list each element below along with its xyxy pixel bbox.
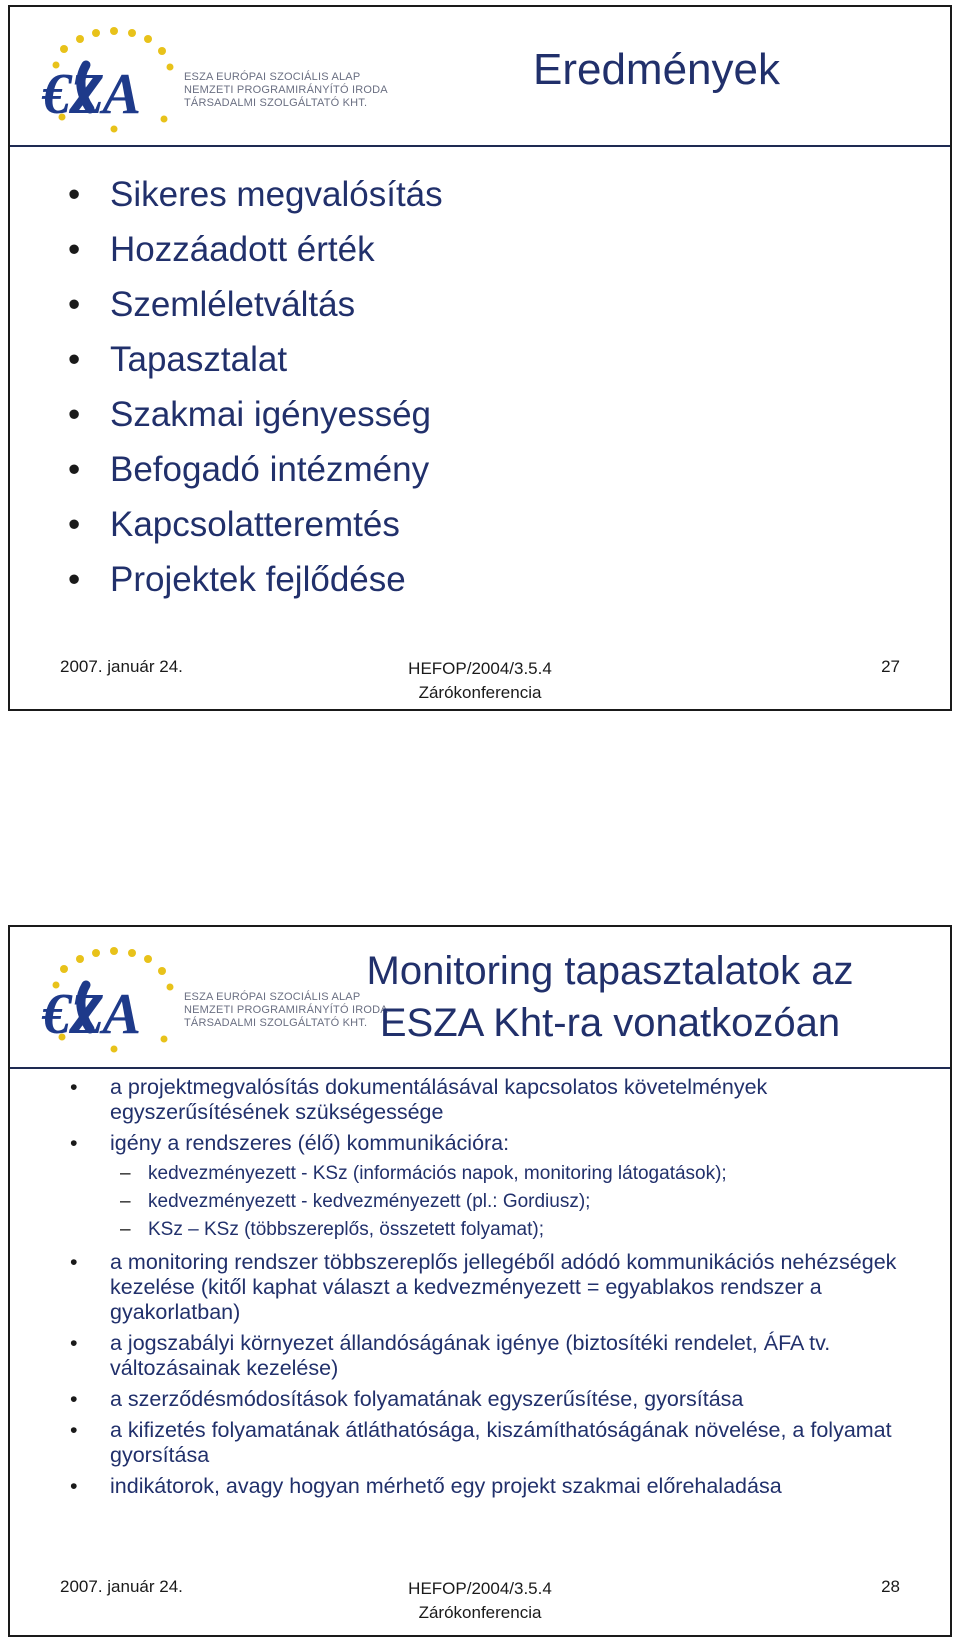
slide-header — [10, 7, 950, 147]
bullet-item: • a projektmegvalósítás dokumentálásával kapcsolatos követelmények egyszerűsítésének szükségessége — [60, 1075, 930, 1125]
logo-line: NEMZETI PROGRAMIRÁNYÍTÓ IRODA — [184, 84, 388, 96]
footer-center — [10, 1577, 950, 1625]
logo-line: NEMZETI PROGRAMIRÁNYÍTÓ IRODA — [184, 1004, 388, 1016]
sub-bullet-list — [110, 1160, 930, 1244]
slide-title-line: ESZA Kht-ra vonatkozóan — [379, 1001, 841, 1045]
bullet-item: • indikátorok, avagy hogyan mérhető egy projekt szakmai előrehaladása — [60, 1474, 930, 1499]
footer-date: 2007. január 24. — [60, 657, 183, 676]
slide-27 — [8, 5, 952, 711]
logo-line: ESZA EURÓPAI SZOCIÁLIS ALAP — [184, 991, 361, 1003]
bullet-item: • a jogszabályi környezet állandóságának igénye (biztosítéki rendelet, ÁFA tv. változásainak kezelése) — [60, 1331, 930, 1381]
bullet-item: • Hozzáadott érték — [60, 222, 443, 277]
slide-title — [350, 945, 870, 1049]
bullet-item: • a szerződésmódosítások folyamatának egyszerűsítése, gyorsítása — [60, 1387, 930, 1412]
svg-text:€ZA: €ZA — [42, 981, 140, 1046]
bullet-item: • Tapasztalat — [60, 332, 443, 387]
page-number: 27 — [881, 657, 900, 676]
bullet-item: • Sikeres megvalósítás — [60, 167, 443, 222]
bullet-item: • a kifizetés folyamatának átláthatósága, kiszámíthatóságának növelése, a folyamat gyorsítása — [60, 1418, 930, 1468]
esza-logo-text — [184, 71, 388, 110]
footer-date: 2007. január 24. — [60, 1577, 183, 1596]
bullet-item-text: igény a rendszeres (élő) kommunikációra: — [110, 1131, 510, 1155]
logo-line: TÁRSADALMI SZOLGÁLTATÓ KHT. — [184, 97, 368, 109]
bullet-list — [60, 1075, 930, 1505]
bullet-item: • Projektek fejlődése — [60, 552, 443, 607]
bullet-item: • Befogadó intézmény — [60, 442, 443, 497]
bullet-item: • Kapcsolatteremtés — [60, 497, 443, 552]
bullet-list — [60, 167, 443, 607]
page-number: 28 — [881, 1577, 900, 1596]
bullet-item: • a monitoring rendszer többszereplős jellegéből adódó kommunikációs nehézségek kezelése (kitől kaphat választ a kedvezményezett = egyablakos rendszer a gyakorlatban) — [60, 1250, 930, 1325]
sub-bullet-item: – kedvezményezett - KSz (információs napok, monitoring látogatások); — [100, 1160, 930, 1188]
esza-logo-mark — [34, 945, 194, 1055]
svg-text:€ZA: €ZA — [42, 61, 140, 126]
sub-bullet-item: – KSz – KSz (többszereplős, összetett folyamat); — [100, 1216, 930, 1244]
logo-line: TÁRSADALMI SZOLGÁLTATÓ KHT. — [184, 1017, 368, 1029]
esza-logo — [34, 945, 388, 1055]
bullet-item: • Szakmai igényesség — [60, 387, 443, 442]
footer-project-code: HEFOP/2004/3.5.4 — [408, 1579, 552, 1598]
footer-event: Zárókonferencia — [418, 1603, 542, 1622]
bullet-item: • Szemléletváltás — [60, 277, 443, 332]
esza-logo — [34, 25, 388, 135]
slide-title: Eredmények — [532, 45, 780, 94]
slide-title-line: Monitoring tapasztalatok az — [366, 949, 854, 993]
footer-project-code: HEFOP/2004/3.5.4 — [408, 659, 552, 678]
footer-event: Zárókonferencia — [418, 683, 542, 702]
esza-logo-mark — [34, 25, 194, 135]
sub-bullet-item: – kedvezményezett - kedvezményezett (pl.: Gordiusz); — [100, 1188, 930, 1216]
footer-center — [10, 657, 950, 705]
slide-header — [10, 927, 950, 1069]
slide-28 — [8, 925, 952, 1637]
logo-line: ESZA EURÓPAI SZOCIÁLIS ALAP — [184, 71, 361, 83]
bullet-item-with-subs — [60, 1131, 930, 1244]
